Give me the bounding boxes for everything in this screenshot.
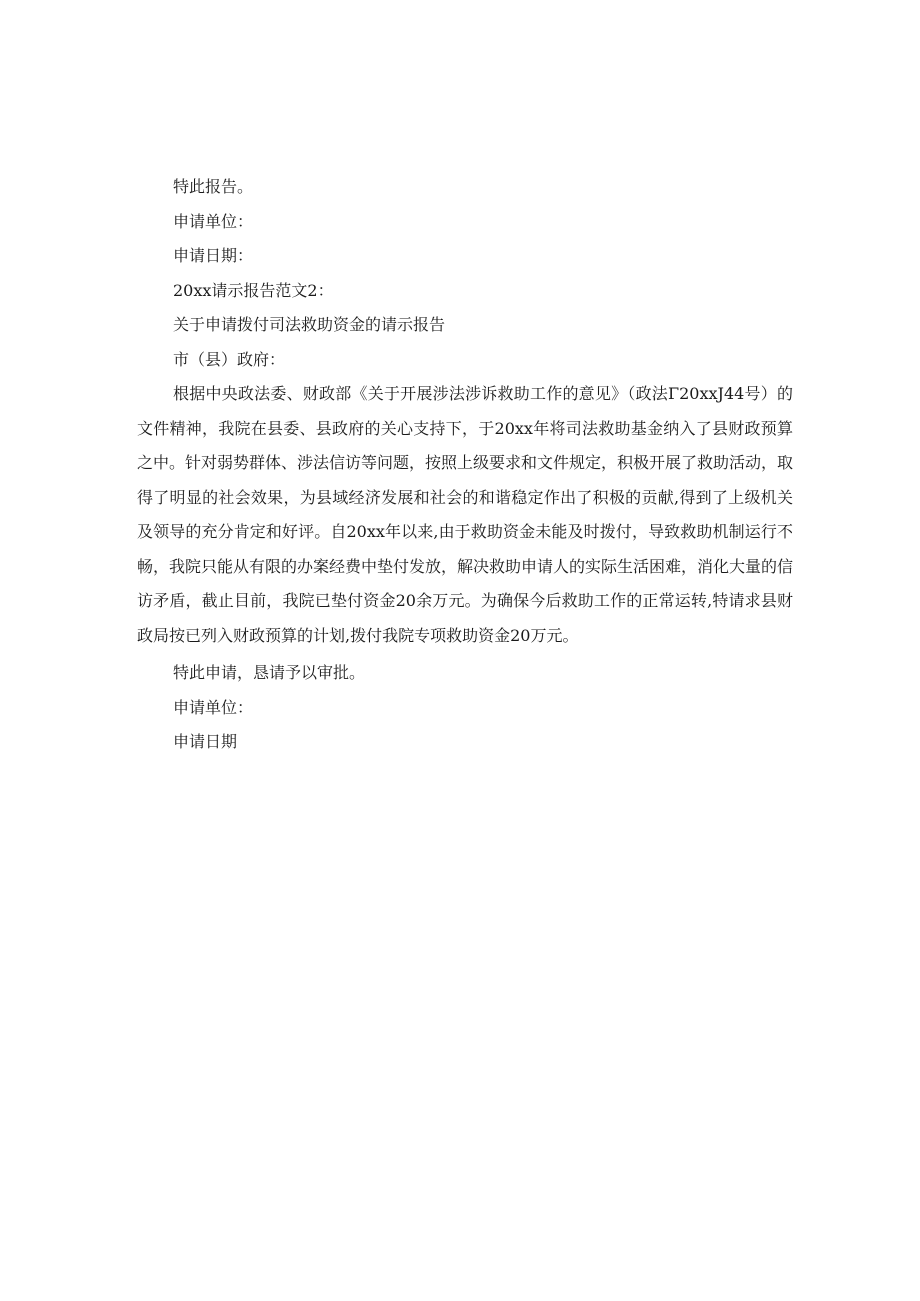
closing-report-line: 特此报告。 — [173, 177, 254, 196]
applicant-unit-label-2: 申请单位： — [173, 697, 254, 717]
report-title: 关于申请拨付司法救助资金的请示报告 — [173, 315, 446, 334]
applicant-unit-label: 申请单位： — [173, 211, 254, 231]
application-date-label: 申请日期： — [173, 246, 254, 265]
sample-heading: 20xx请示报告范文2： — [173, 280, 334, 300]
application-date-label-2: 申请日期 — [173, 732, 238, 751]
document-body — [137, 170, 793, 760]
recipient-line: 市（县）政府： — [173, 349, 286, 369]
body-paragraph: 根据中央政法委、财政部《关于开展涉法涉诉救助工作的意见》（政法Γ20xxJ44号）的文件精神，我院在县委、县政府的关心支持下，于20xx年将司法救助基金纳入了县财政预算之中。针对弱势群体、涉法信访等问题，按照上级要求和文件规定，积极开展了救助活动，取得了明显的社会效果，为县域经济发展和社会的和谐稳定作出了积极的贡献,得到了上级机关及领导的充分肯定和好评。自20xx年以来,由于救助资金未能及时拨付，导致救助机制运行不畅，我院只能从有限的办案经费中垫付发放，解决救助申请人的实际生活困难，消化大量的信访矛盾，截止目前，我院已垫付资金20余万元。为确保今后救助工作的正常运转,特请求县财政局按已列入财政预算的计划,拨付我院专项救助资金20万元。 — [137, 384, 794, 645]
closing-request-line: 特此申请，恳请予以审批。 — [173, 663, 366, 682]
